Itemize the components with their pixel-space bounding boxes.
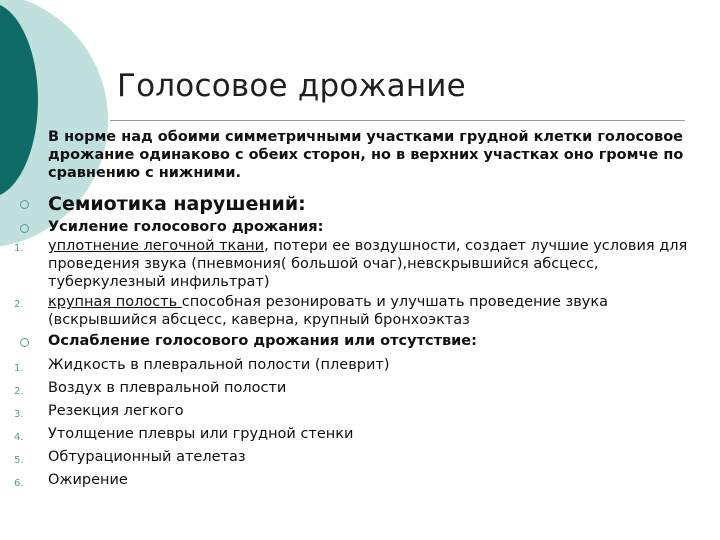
item-number: 3. [14, 409, 24, 420]
decrease-heading-row: Ослабление голосового дрожания или отсутствие: [0, 332, 700, 351]
title-divider [110, 120, 685, 121]
increase-heading-row: Усиление голосового дрожания: [0, 218, 700, 237]
list-item: 6. Ожирение [0, 469, 700, 492]
list-item: 2. крупная полость способная резонировать и улучшать проведение звука (вскрывшийся абсцесс, каверна, крупный бронхоэктаз [14, 294, 608, 328]
item-number: 2. [14, 386, 24, 397]
list-item: 1. Жидкость в плевральной полости (плеврит) [0, 354, 700, 377]
item-number: 1. [14, 363, 24, 374]
page-title: Голосовое дрожание [117, 68, 466, 104]
list-item: 4. Утолщение плевры или грудной стенки [0, 423, 700, 446]
intro-paragraph: В норме над обоими симметричными участками грудной клетки голосовое дрожание одинаково с обеих сторон, но в верхних участках оно громче по сравнению с нижними. [48, 129, 684, 181]
item-number: 4. [14, 432, 24, 443]
semiotics-heading-row: Семиотика нарушений: [0, 192, 700, 216]
item-number: 2. [14, 299, 24, 310]
item-number: 6. [14, 478, 24, 489]
list-item: 2. Воздух в плевральной полости [0, 377, 700, 400]
list-item: 1. уплотнение легочной ткани, потери ее воздушности, создает лучшие условия для проведения звука (пневмония( большой очаг),невскрывшийся абсцесс, туберкулезный инфильтрат) [14, 238, 688, 290]
circle-bullet-icon [20, 338, 29, 347]
circle-bullet-icon [20, 200, 29, 209]
item-number: 5. [14, 455, 24, 466]
circle-bullet-icon [20, 224, 29, 233]
list-item: 3. Резекция легкого [0, 400, 700, 423]
list-item: 5. Обтурационный ателетаз [0, 446, 700, 469]
item-number: 1. [14, 243, 24, 254]
slide-body [0, 128, 700, 492]
